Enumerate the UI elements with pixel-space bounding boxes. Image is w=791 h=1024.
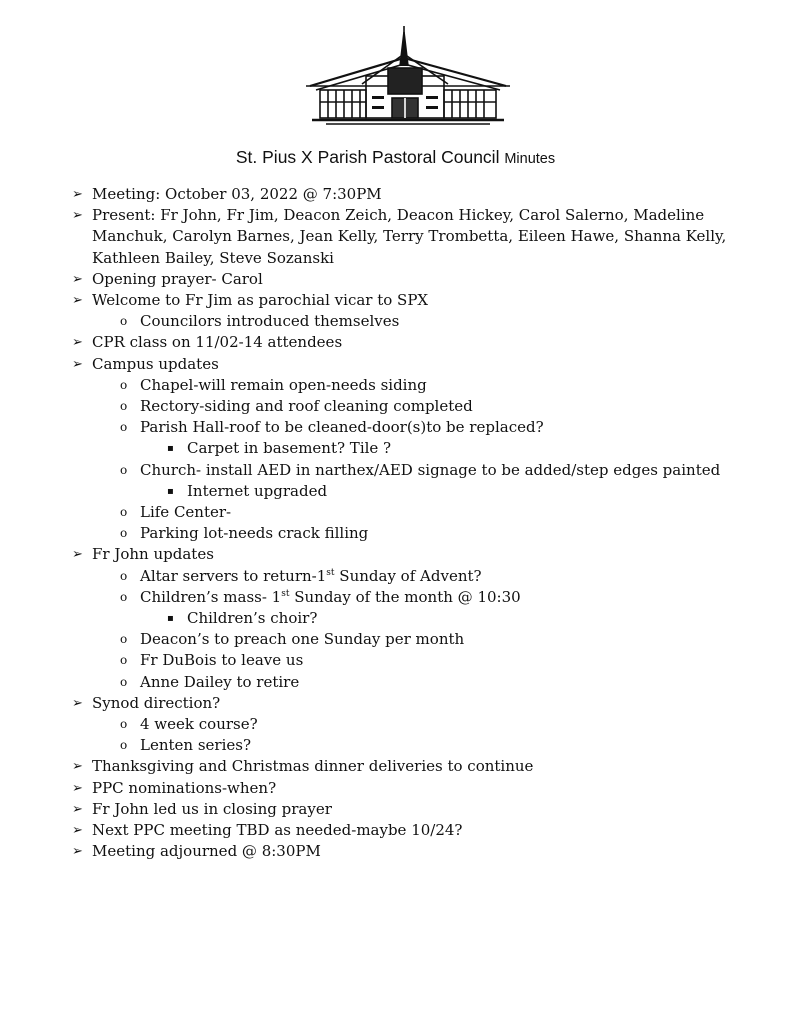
minutes-item [70, 672, 760, 693]
page-title [0, 147, 791, 168]
minutes-item-text: Fr John updates [92, 545, 214, 564]
ordinal-suffix: st [281, 588, 290, 599]
minutes-item-text: Chapel-will remain open-needs siding [140, 375, 427, 394]
minutes-item [70, 332, 760, 353]
arrow-bullet-icon: ➢ [72, 187, 83, 202]
text-part: Sunday of Advent? [334, 566, 482, 585]
circle-bullet-icon: o [120, 632, 128, 647]
minutes-item-text [140, 588, 521, 606]
minutes-item-text: 4 week course? [140, 715, 258, 734]
minutes-item-text: Councilors introduced themselves [140, 312, 400, 331]
minutes-item [70, 735, 760, 756]
minutes-list [70, 184, 760, 863]
minutes-item [70, 184, 760, 205]
minutes-item [70, 587, 760, 608]
minutes-item-text: Opening prayer- Carol [92, 269, 263, 288]
minutes-item-text: Life Center- [140, 503, 232, 522]
text-part: Children’s mass- 1 [140, 587, 282, 606]
minutes-item [70, 290, 760, 311]
minutes-item [70, 650, 760, 671]
square-bullet-icon: ▪ [167, 485, 174, 497]
minutes-item-text: Thanksgiving and Christmas dinner deliveries to continue [92, 757, 534, 776]
arrow-bullet-icon: ➢ [72, 293, 83, 309]
minutes-item [70, 269, 760, 290]
minutes-item [70, 693, 760, 714]
circle-bullet-icon: o [120, 399, 128, 414]
minutes-item [70, 205, 760, 269]
minutes-item-text: Campus updates [92, 354, 219, 373]
circle-bullet-icon: o [120, 674, 128, 689]
minutes-item [70, 608, 760, 629]
circle-bullet-icon: o [120, 589, 128, 604]
minutes-item-text: Deacon’s to preach one Sunday per month [140, 630, 465, 649]
text-part: Sunday of the month @ 10:30 [289, 587, 521, 606]
minutes-item [70, 481, 760, 502]
minutes-item-text: Anne Dailey to retire [140, 672, 300, 691]
minutes-item [70, 417, 760, 438]
minutes-item [70, 523, 760, 544]
circle-bullet-icon: o [120, 420, 128, 435]
minutes-item [70, 502, 760, 523]
minutes-item-text: Next PPC meeting TBD as needed-maybe 10/24? [92, 821, 463, 840]
title-main: St. Pius X Parish Pastoral Council [235, 147, 505, 167]
minutes-item-text: Meeting adjourned @ 8:30PM [92, 842, 321, 861]
minutes-item-text: Welcome to Fr Jim as parochial vicar to SPX [92, 291, 429, 310]
square-bullet-icon: ▪ [167, 613, 174, 625]
circle-bullet-icon: o [120, 505, 128, 520]
minutes-item [70, 841, 760, 862]
church-building-icon [306, 24, 510, 126]
minutes-item-text: Parking lot-needs crack filling [140, 524, 369, 543]
arrow-bullet-icon: ➢ [72, 844, 83, 860]
minutes-item-text: Internet upgraded [187, 481, 328, 500]
circle-bullet-icon: o [120, 738, 128, 753]
minutes-item-text: Parish Hall-roof to be cleaned-door(s)to be replaced? [140, 418, 544, 437]
minutes-item [70, 778, 760, 799]
circle-bullet-icon: o [120, 377, 128, 392]
circle-bullet-icon: o [120, 462, 128, 477]
minutes-item-text: Fr DuBois to leave us [140, 651, 304, 670]
minutes-item-text [140, 567, 482, 585]
arrow-bullet-icon: ➢ [72, 208, 83, 224]
circle-bullet-icon: o [120, 653, 128, 668]
arrow-bullet-icon: ➢ [72, 823, 83, 839]
minutes-item-text: Meeting: October 03, 2022 @ 7:30PM [92, 185, 382, 203]
minutes-item [70, 544, 760, 565]
minutes-item [70, 460, 760, 481]
arrow-bullet-icon: ➢ [72, 335, 83, 351]
minutes-item-text: Fr John led us in closing prayer [92, 799, 332, 818]
square-bullet-icon: ▪ [167, 443, 174, 455]
arrow-bullet-icon: ➢ [72, 547, 83, 563]
minutes-item [70, 820, 760, 841]
title-minutes: Minutes [504, 151, 556, 167]
minutes-item-text: Church- install AED in narthex/AED signage to be added/step edges painted [140, 460, 721, 479]
minutes-item-text: Carpet in basement? Tile ? [187, 439, 392, 458]
minutes-item [70, 354, 760, 375]
text-part: Altar servers to return-1 [140, 566, 327, 585]
arrow-bullet-icon: ➢ [72, 780, 83, 796]
circle-bullet-icon: o [120, 717, 128, 732]
minutes-item-text: CPR class on 11/02-14 attendees [92, 333, 343, 352]
arrow-bullet-icon: ➢ [72, 271, 83, 287]
circle-bullet-icon: o [120, 568, 128, 583]
arrow-bullet-icon: ➢ [72, 695, 83, 711]
minutes-item-text: Children’s choir? [187, 609, 318, 628]
minutes-item [70, 566, 760, 587]
minutes-item-text: Present: Fr John, Fr Jim, Deacon Zeich, Deacon Hickey, Carol Salerno, Madeline Manchuk, Carolyn Barnes, Jean Kelly, Terry Trombetta, Eileen Hawe, Shanna Kelly, Kathleen Bailey, Steve Sozanski [92, 206, 727, 267]
minutes-item [70, 396, 760, 417]
arrow-bullet-icon: ➢ [72, 356, 83, 372]
arrow-bullet-icon: ➢ [72, 759, 83, 775]
minutes-item [70, 375, 760, 396]
minutes-item [70, 799, 760, 820]
minutes-item-text: Rectory-siding and roof cleaning completed [140, 397, 473, 416]
circle-bullet-icon: o [120, 314, 128, 329]
minutes-item-text: Lenten series? [140, 736, 251, 755]
arrow-bullet-icon: ➢ [72, 801, 83, 817]
minutes-item [70, 629, 760, 650]
minutes-item [70, 756, 760, 777]
minutes-item [70, 714, 760, 735]
minutes-item [70, 311, 760, 332]
minutes-item [70, 438, 760, 459]
circle-bullet-icon: o [120, 526, 128, 541]
minutes-item-text: Synod direction? [92, 693, 221, 712]
ordinal-suffix: st [326, 567, 335, 578]
minutes-item-text: PPC nominations-when? [92, 778, 277, 797]
